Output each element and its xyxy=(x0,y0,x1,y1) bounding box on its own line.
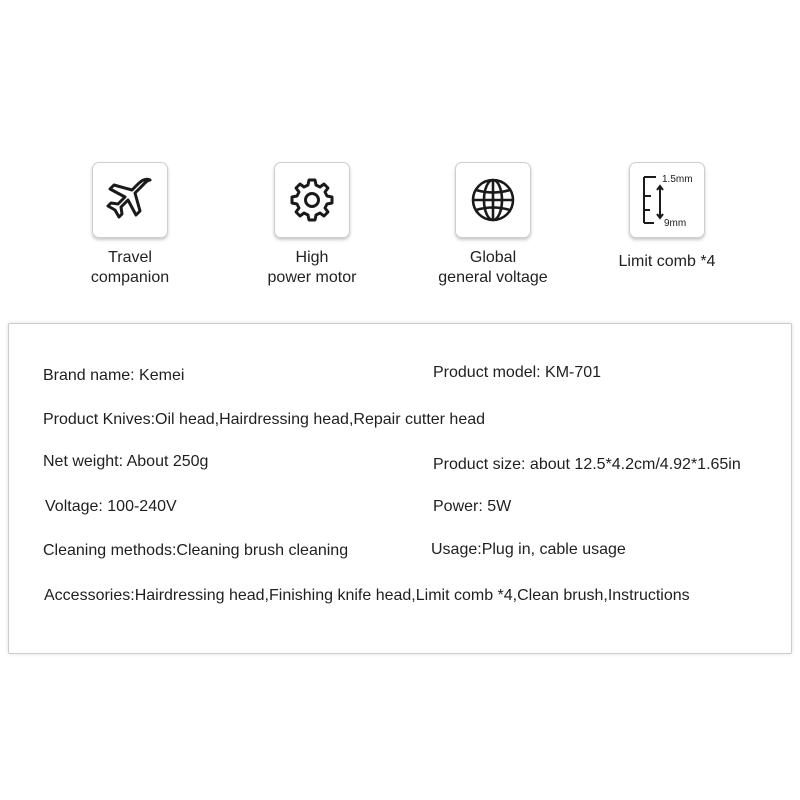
spec-usage: Usage:Plug in, cable usage xyxy=(431,541,626,558)
gear-icon xyxy=(290,178,334,222)
spec-cleaning: Cleaning methods:Cleaning brush cleaning xyxy=(43,542,349,559)
feature-label xyxy=(403,248,583,288)
spec-power: Power: 5W xyxy=(433,498,512,515)
feature-travel-companion xyxy=(40,162,220,288)
spec-voltage: Voltage: 100-240V xyxy=(45,498,177,515)
feature-label-line: Global xyxy=(469,249,517,266)
spec-knives: Product Knives:Oil head,Hairdressing head,Repair cutter head xyxy=(43,411,486,428)
globe-icon xyxy=(468,175,518,225)
feature-label-line: general voltage xyxy=(438,269,548,286)
feature-icon-box xyxy=(629,162,705,238)
feature-label-line: High xyxy=(295,249,329,266)
feature-limit-comb xyxy=(577,162,757,272)
limit-comb-top-label: 1.5mm xyxy=(662,174,693,185)
feature-global-voltage xyxy=(403,162,583,288)
feature-label-line: power motor xyxy=(267,269,357,286)
limit-comb-bottom-label: 9mm xyxy=(664,218,687,229)
feature-label-line: Limit comb *4 xyxy=(618,253,716,270)
feature-label-line: companion xyxy=(90,269,170,286)
feature-high-power-motor xyxy=(222,162,402,288)
feature-icon-box xyxy=(455,162,531,238)
spec-brand: Brand name: Kemei xyxy=(43,367,185,384)
spec-weight: Net weight: About 250g xyxy=(43,453,209,470)
spec-model: Product model: KM-701 xyxy=(433,364,602,381)
feature-icon-box xyxy=(274,162,350,238)
spec-accessories: Accessories:Hairdressing head,Finishing knife head,Limit comb *4,Clean brush,Instructions xyxy=(44,587,690,604)
airplane-icon xyxy=(102,172,158,228)
specification-panel xyxy=(8,323,792,654)
feature-label xyxy=(40,248,220,288)
spec-size: Product size: about 12.5*4.2cm/4.92*1.65in xyxy=(433,456,741,473)
feature-label xyxy=(577,252,757,272)
limit-comb-icon xyxy=(632,165,702,235)
feature-icon-box xyxy=(92,162,168,238)
feature-label xyxy=(222,248,402,288)
feature-label-line: Travel xyxy=(108,249,152,266)
